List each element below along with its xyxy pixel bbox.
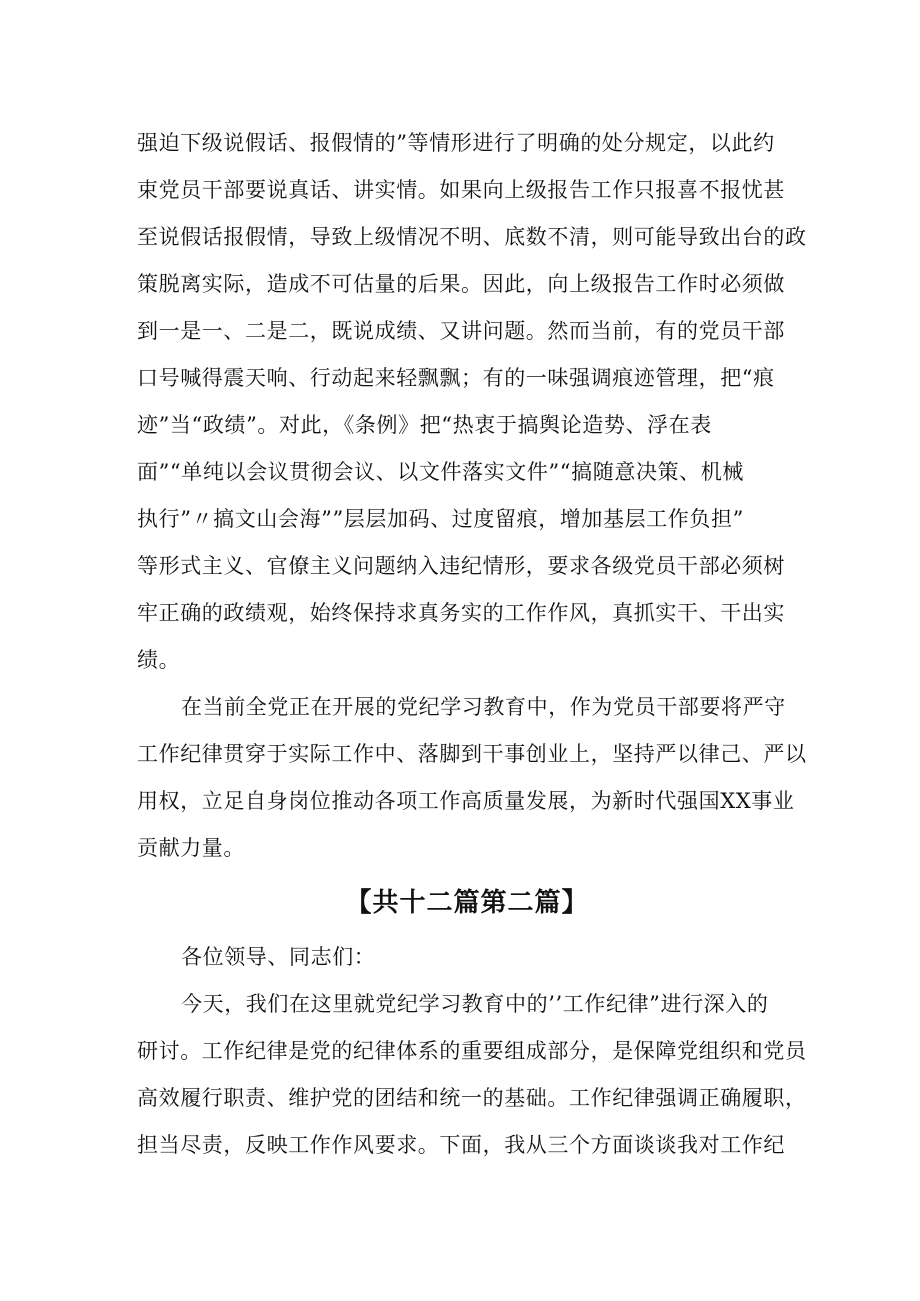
text-line: 牢正确的政绩观，始终保持求真务实的工作作风，真抓实干、干出实 (137, 601, 785, 625)
paragraph-3 (137, 981, 807, 1169)
text-line: 至说假话报假情，导致上级情况不明、底数不清，则可能导致出台的政 (137, 225, 807, 249)
paragraph-1 (137, 120, 807, 684)
text-line: 工作纪律贯穿于实际工作中、落脚到干事创业上，坚持严以律己、严以 (137, 742, 807, 766)
text-line: 面”“单纯以会议贯彻会议、以文件落实文件”“搞随意决策、机械 (137, 460, 744, 484)
text-line: 担当尽责，反映工作作风要求。下面，我从三个方面谈谈我对工作纪 (137, 1133, 785, 1157)
text-line: 等形式主义、官僚主义问题纳入违纪情形，要求各级党员干部必须树 (137, 554, 785, 578)
salutation-line: 各位领导、同志们： (181, 945, 376, 969)
text-line: 策脱离实际，造成不可估量的后果。因此，向上级报告工作时必须做 (137, 272, 785, 296)
text-line: 高效履行职责、维护党的团结和统一的基础。工作纪律强调正确履职， (137, 1086, 807, 1110)
text-line: 执行”〃搞文山会海””层层加码、过度留痕，增加基层工作负担” (137, 507, 744, 531)
text-line: 贡献力量。 (137, 836, 245, 860)
text-line: 束党员干部要说真话、讲实情。如果向上级报告工作只报喜不报忧甚 (137, 178, 785, 202)
paragraph-2 (137, 684, 807, 872)
text-line: 到一是一、二是二，既说成绩、又讲问题。然而当前，有的党员干部 (137, 319, 785, 343)
text-line: 迹”当“政绩”。对此，《条例》把“热衷于搞舆论造势、浮在表 (137, 413, 712, 437)
text-line: 今天，我们在这里就党纪学习教育中的’’工作纪律”进行深入的 (181, 992, 769, 1016)
text-line: 强迫下级说假话、报假情的”等情形进行了明确的处分规定，以此约 (137, 131, 775, 155)
document-body (137, 120, 807, 1169)
text-line: 绩。 (137, 648, 181, 672)
text-line: 在当前全党正在开展的党纪学习教育中，作为党员干部要将严守 (181, 695, 786, 719)
section-heading: 【共十二篇第二篇】 (345, 888, 589, 918)
text-line: 口号喊得震天响、行动起来轻飘飘；有的一味强调痕迹管理，把“痕 (137, 366, 775, 390)
salutation (137, 934, 797, 981)
text-line: 用权，立足自身岗位推动各项工作高质量发展，为新时代强国XX事业 (137, 789, 795, 813)
text-line: 研讨。工作纪律是党的纪律体系的重要组成部分，是保障党组织和党员 (137, 1039, 807, 1063)
